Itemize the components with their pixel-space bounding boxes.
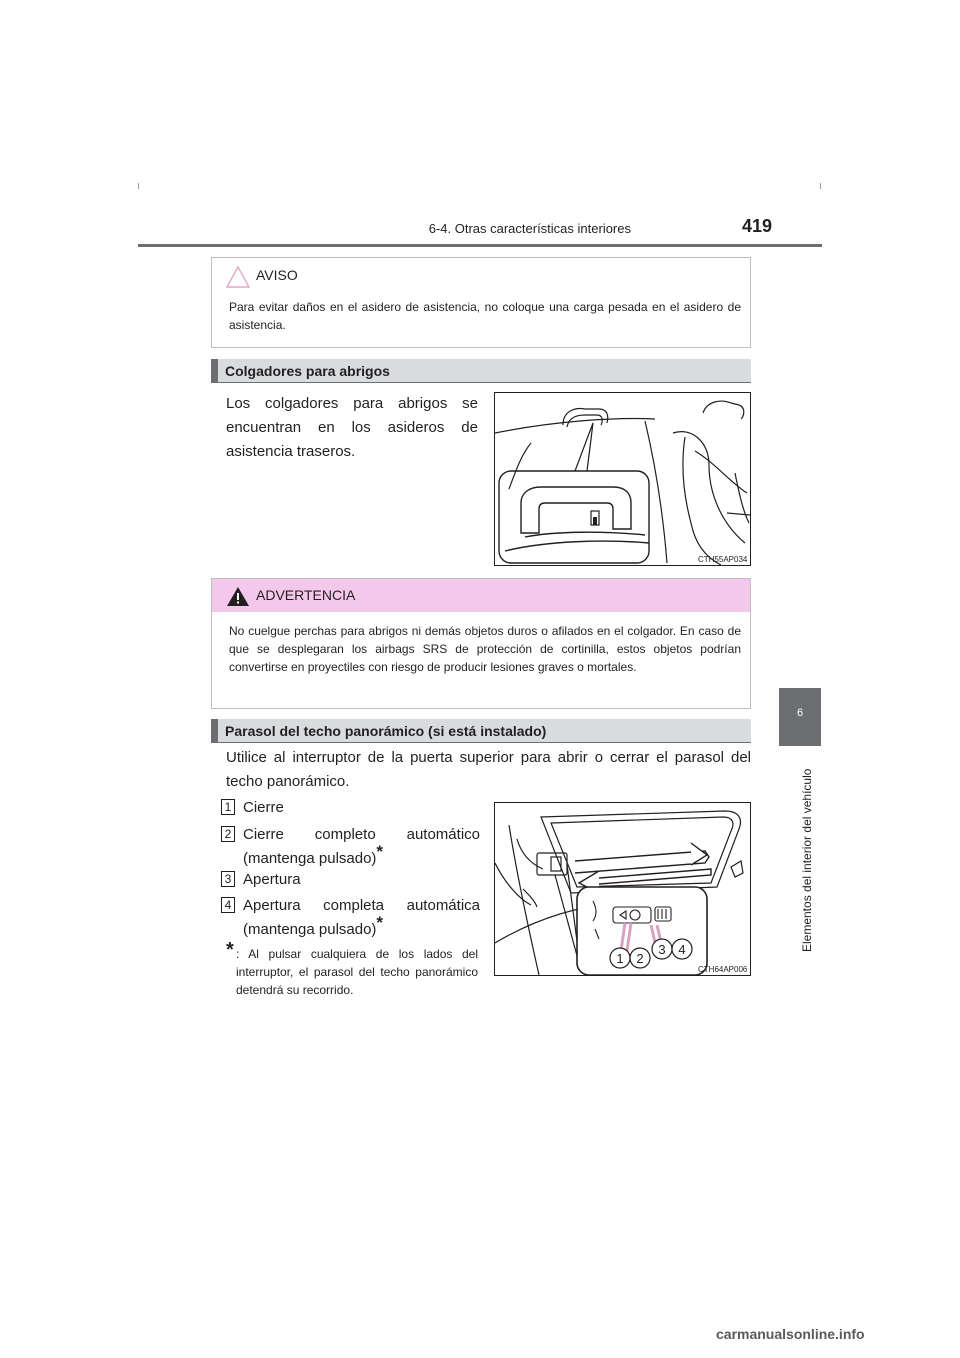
item-text [243,894,480,942]
item-text: Apertura [243,871,301,888]
caution-triangle-icon [226,266,250,288]
sunshade-description: Utilice al interruptor de la puerta superior para abrir o cerrar el parasol del techo panorámico. [226,749,751,790]
aviso-text: Para evitar daños en el asidero de asistencia, no coloque una carga pesada en el asidero de asistencia. [229,300,741,332]
item-number-badge: 4 [221,897,235,913]
heading-accent [211,719,218,742]
section-heading-bar [211,359,751,383]
item-text [243,823,480,871]
section-heading: Colgadores para abrigos [225,363,390,379]
section-label: 6-4. Otras características interiores [428,221,631,236]
item-number-badge: 3 [221,871,235,887]
aviso-title: AVISO [256,267,298,283]
item-number-badge: 1 [221,799,235,815]
advertencia-text: No cuelgue perchas para abrigos ni demás objetos duros o afilados en el colgador. En caso de que se desplegaran los airbags SRS de protección de cortinilla, estos objetos podrían convertirse en proyectiles con riesgo de producir lesiones graves o mortales. [229,624,741,674]
item-label: Apertura completa automática (mantenga pulsado) [243,897,480,938]
advertencia-box [211,578,751,709]
item-number-badge: 2 [221,826,235,842]
sunshade-switch-figure [494,802,751,976]
chapter-title: Elementos del interior del vehículo [800,768,814,952]
coat-hook-illustration [495,393,750,565]
sunshade-switch-illustration [495,803,750,975]
callout-3: 3 [658,942,666,957]
heading-accent [211,359,218,382]
coat-hook-figure [494,392,751,566]
aviso-box [211,257,751,348]
crop-mark [820,183,821,189]
footnote-text: : Al pulsar cualquiera de los lados del interruptor, el parasol del techo panorámico detendrá su recorrido. [236,947,478,997]
advertencia-title: ADVERTENCIA [256,587,356,603]
figure-code: CTH64AP006 [698,965,748,974]
footnote-mark: * [226,939,234,961]
crop-mark [138,183,139,189]
footnote-star: * [376,913,384,932]
watermark: carmanualsonline.info [716,1326,865,1342]
chapter-title-vertical [800,760,818,960]
callout-2: 2 [636,951,644,966]
footnote-star: * [376,842,384,861]
section-heading: Parasol del techo panorámico (si está instalado) [225,723,547,739]
coat-hook-description: Los colgadores para abrigos se encuentran en los asideros de asistencia traseros. [226,395,478,460]
warning-triangle-icon [226,586,250,607]
callout-4: 4 [678,942,686,957]
chapter-tab [779,688,821,746]
section-heading-bar [211,719,751,743]
page-number: 419 [742,216,773,236]
callout-1: 1 [616,951,624,966]
chapter-number: 6 [796,707,804,719]
item-label: Cierre completo automático (mantenga pulsado) [243,826,480,867]
item-text: Cierre [243,799,284,816]
header-rule [138,244,822,247]
figure-code: CTH55AP034 [698,555,748,564]
advertencia-header [212,579,750,612]
